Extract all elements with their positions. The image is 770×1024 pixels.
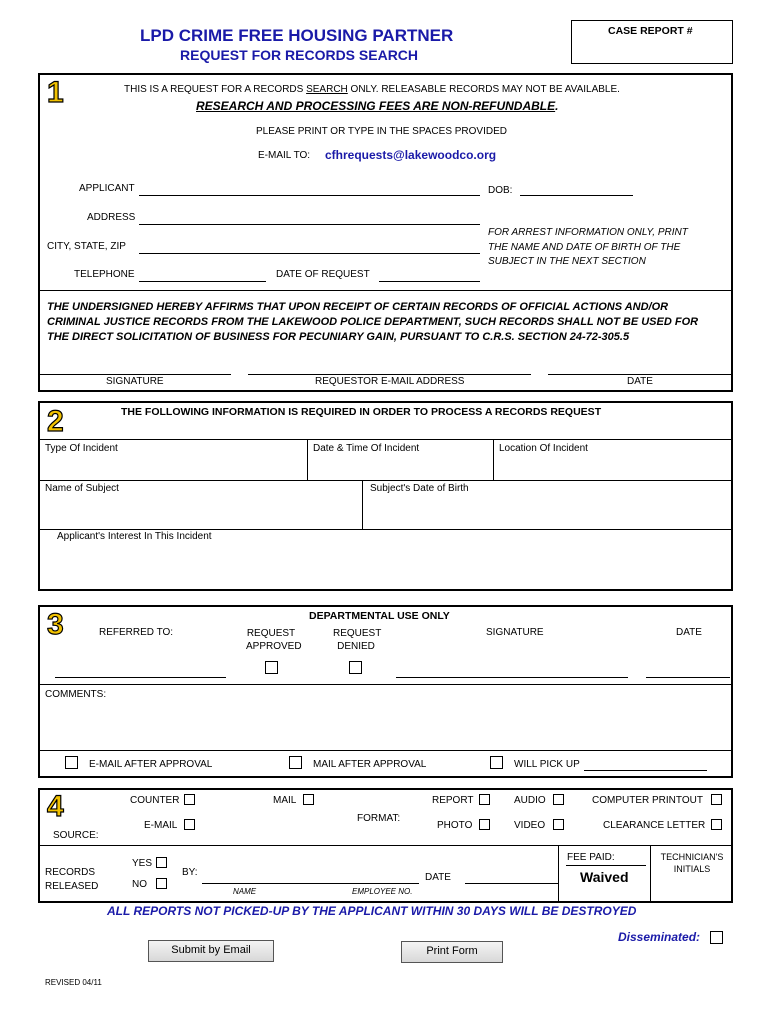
released-yes-checkbox[interactable] [156, 857, 167, 868]
section-number-4: 4 [47, 790, 64, 823]
clearance-letter-label: CLEARANCE LETTER [603, 820, 706, 831]
city-state-zip-label: CITY, STATE, ZIP [47, 241, 126, 252]
records-search-notice: THIS IS A REQUEST FOR A RECORDS SEARCH ONLY. RELEASABLE RECORDS MAY NOT BE AVAILABLE. [124, 84, 620, 95]
email-to-label: E-MAIL TO: [258, 150, 311, 161]
fee-rule [558, 845, 733, 846]
section-number-3: 3 [47, 608, 64, 641]
video-checkbox[interactable] [553, 819, 564, 830]
request-approved-checkbox[interactable] [265, 661, 278, 674]
departmental-use-heading: DEPARTMENTAL USE ONLY [309, 610, 450, 622]
referred-to-field[interactable] [55, 677, 226, 678]
email-after-approval-checkbox[interactable] [65, 756, 78, 769]
released-by-field[interactable] [202, 883, 419, 884]
dob-field[interactable] [520, 195, 633, 196]
form-title: LPD CRIME FREE HOUSING PARTNER [140, 26, 454, 45]
print-instruction: PLEASE PRINT OR TYPE IN THE SPACES PROVIDED [256, 126, 507, 137]
dept-signature-label: SIGNATURE [486, 627, 544, 638]
disseminated-checkbox[interactable] [710, 931, 723, 944]
section-3-rule [38, 750, 733, 751]
section-2-divider [493, 439, 494, 480]
email-to-address[interactable]: cfhrequests@lakewoodco.org [325, 148, 497, 162]
employee-no-caption: EMPLOYEE NO. [352, 887, 413, 896]
format-label: FORMAT: [357, 813, 401, 824]
counter-checkbox[interactable] [184, 794, 195, 805]
city-state-zip-field[interactable] [139, 253, 480, 254]
dept-date-label: DATE [676, 627, 702, 638]
section-2-rule [38, 529, 733, 530]
counter-label: COUNTER [130, 795, 180, 806]
address-field[interactable] [139, 224, 480, 225]
fee-paid-value[interactable]: Waived [580, 869, 629, 885]
by-label: BY: [182, 867, 198, 878]
email-after-approval-label: E-MAIL AFTER APPROVAL [89, 759, 213, 770]
section-1-divider [38, 290, 733, 291]
applicant-label: APPLICANT [79, 183, 135, 194]
mail-checkbox[interactable] [303, 794, 314, 805]
computer-printout-checkbox[interactable] [711, 794, 722, 805]
report-label: REPORT [432, 795, 474, 806]
signature-label: SIGNATURE [106, 376, 164, 387]
mail-label: MAIL [273, 795, 297, 806]
form-subtitle: REQUEST FOR RECORDS SEARCH [180, 47, 419, 63]
released-date-field[interactable] [465, 883, 558, 884]
print-form-button[interactable]: Print Form [401, 941, 503, 963]
will-pick-up-checkbox[interactable] [490, 756, 503, 769]
request-denied-label: REQUEST DENIED [333, 628, 382, 652]
computer-printout-label: COMPUTER PRINTOUT [592, 795, 703, 806]
mail-after-approval-label: MAIL AFTER APPROVAL [313, 759, 427, 770]
video-label: VIDEO [514, 820, 546, 831]
released-no-checkbox[interactable] [156, 878, 167, 889]
section-2-rule [38, 480, 733, 481]
signature-field[interactable] [40, 374, 231, 375]
date-of-request-field[interactable] [379, 281, 480, 282]
clearance-letter-checkbox[interactable] [711, 819, 722, 830]
section-number-1: 1 [47, 76, 64, 109]
telephone-field[interactable] [139, 281, 266, 282]
name-of-subject-field[interactable]: Name of Subject [45, 483, 119, 494]
photo-checkbox[interactable] [479, 819, 490, 830]
address-label: ADDRESS [87, 212, 136, 223]
disseminated-label: Disseminated: [618, 930, 701, 944]
fee-rule [566, 865, 646, 866]
section-4-rule [38, 845, 558, 846]
signature-date-label: DATE [627, 376, 653, 387]
section-2-divider [307, 439, 308, 480]
name-caption: NAME [233, 887, 257, 896]
mail-after-approval-checkbox[interactable] [289, 756, 302, 769]
dob-label: DOB: [488, 185, 513, 196]
telephone-label: TELEPHONE [74, 269, 135, 280]
fee-paid-label: FEE PAID: [567, 852, 615, 863]
report-checkbox[interactable] [479, 794, 490, 805]
requestor-email-label: REQUESTOR E-MAIL ADDRESS [315, 376, 465, 387]
section-2-heading: THE FOLLOWING INFORMATION IS REQUIRED IN ORDER TO PROCESS A RECORDS REQUEST [121, 406, 602, 418]
technician-initials-label: TECHNICIAN'S INITIALS [660, 852, 724, 874]
applicant-field[interactable] [139, 195, 480, 196]
fees-notice: RESEARCH AND PROCESSING FEES ARE NON-REFUNDABLE. [196, 99, 559, 113]
date-of-request-label: DATE OF REQUEST [276, 269, 370, 280]
dept-date-field[interactable] [646, 677, 730, 678]
affirmation-statement: THE UNDERSIGNED HEREBY AFFIRMS THAT UPON RECEIPT OF CERTAIN RECORDS OF OFFICIAL ACTIONS AND/OR CRIMINAL JUSTICE RECORDS FROM THE LAKEWOOD POLICE DEPARTMENT, SUCH RECORDS SHALL NOT BE USED FOR THE DIRECT SOLICITATION OF BUSINESS FOR PECUNIARY GAIN, PURSUANT TO C.R.S. SECTION 24-72-305.5 [47, 301, 699, 343]
source-email-label: E-MAIL [144, 820, 178, 831]
comments-field[interactable]: COMMENTS: [45, 689, 107, 700]
section-2 [38, 401, 733, 591]
applicant-interest-field[interactable]: Applicant's Interest In This Incident [57, 531, 212, 542]
will-pick-up-label: WILL PICK UP [514, 759, 580, 770]
will-pick-up-field[interactable] [584, 770, 707, 771]
photo-label: PHOTO [437, 820, 473, 831]
section-2-rule [38, 439, 733, 440]
request-approved-label: REQUEST APPROVED [246, 628, 302, 652]
audio-label: AUDIO [514, 795, 546, 806]
yes-label: YES [132, 858, 153, 869]
no-label: NO [132, 879, 147, 890]
released-date-label: DATE [425, 872, 451, 883]
referred-to-label: REFERRED TO: [99, 627, 174, 638]
location-of-incident-field[interactable]: Location Of Incident [499, 443, 588, 454]
destruction-warning: ALL REPORTS NOT PICKED-UP BY THE APPLICANT WITHIN 30 DAYS WILL BE DESTROYED [107, 904, 637, 918]
fee-divider [650, 845, 651, 902]
type-of-incident-field[interactable]: Type Of Incident [45, 443, 118, 454]
submit-by-email-button[interactable]: Submit by Email [148, 940, 274, 962]
requestor-email-field[interactable] [248, 374, 531, 375]
fee-divider [558, 845, 559, 902]
case-report-label: CASE REPORT # [608, 25, 693, 37]
date-time-of-incident-field[interactable]: Date & Time Of Incident [313, 443, 420, 454]
audio-checkbox[interactable] [553, 794, 564, 805]
case-report-box[interactable] [571, 20, 733, 64]
subject-dob-field[interactable]: Subject's Date of Birth [370, 483, 469, 494]
source-email-checkbox[interactable] [184, 819, 195, 830]
revised-date: REVISED 04/11 [45, 978, 102, 987]
request-denied-checkbox[interactable] [349, 661, 362, 674]
signature-date-field[interactable] [548, 374, 731, 375]
dept-signature-field[interactable] [396, 677, 628, 678]
section-2-divider [362, 480, 363, 529]
section-number-2: 2 [47, 405, 64, 438]
records-released-label: RECORDS RELEASED [45, 867, 99, 892]
section-3-rule [38, 684, 733, 685]
arrest-info-note: FOR ARREST INFORMATION ONLY, PRINT THE NAME AND DATE OF BIRTH OF THE SUBJECT IN THE NEXT SECTION [488, 227, 688, 267]
source-label: SOURCE: [53, 830, 99, 841]
